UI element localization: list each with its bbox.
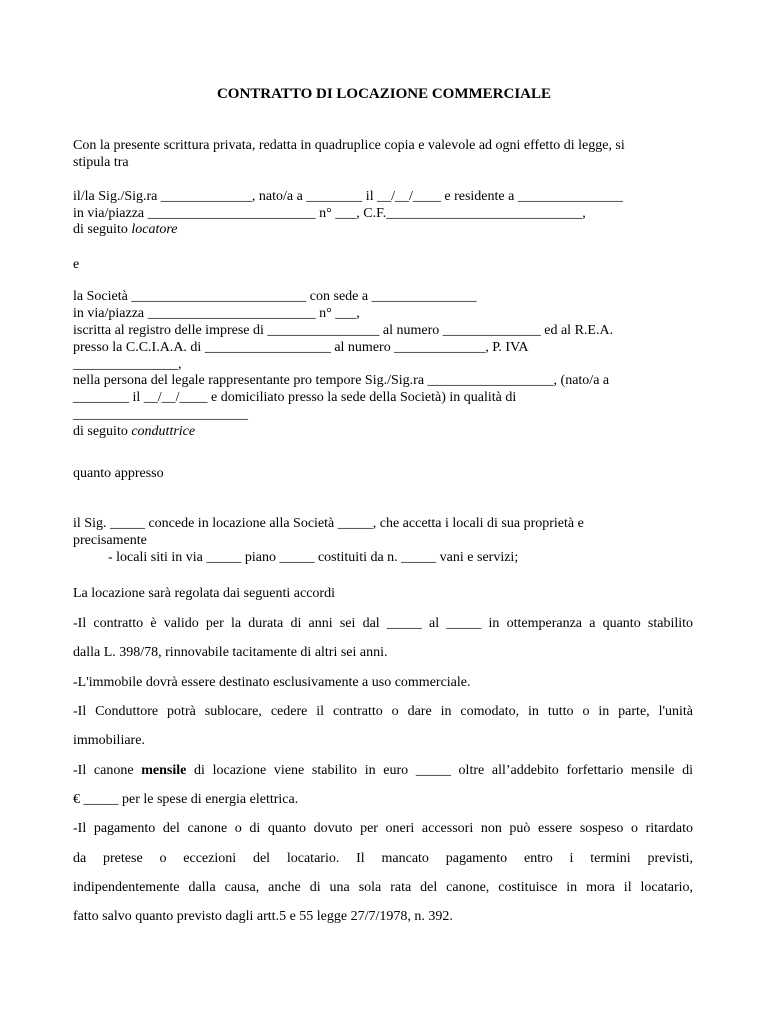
locatore-role: locatore [131, 222, 178, 237]
societa-line-6: nella persona del legale rappresentante pro tempore Sig./Sig.ra __________________, (nato/a a [73, 373, 610, 388]
clause-4-line-2: € _____ per le spese di energia elettrica. [73, 792, 299, 807]
clause-5-line-3: indipendentemente dalla causa, anche di una sola rata del canone, costituisce in mora il locatario, [73, 880, 693, 895]
clause-4-suffix: di locazione viene stabilito in euro _____ oltre all’addebito forfettario mensile di [186, 763, 693, 778]
societa-line-8: _________________________ [73, 407, 248, 422]
conduttrice-prefix: di seguito [73, 424, 132, 439]
clause-1-line-2: dalla L. 398/78, rinnovabile tacitamente di altri sei anni. [73, 645, 388, 660]
clause-4-prefix: -Il canone [73, 763, 142, 778]
clause-4-bold: mensile [141, 763, 187, 778]
e-conjunction: e [73, 257, 80, 272]
locatore-line-1: il/la Sig./Sig.ra _____________, nato/a a ________ il __/__/____ e residente a _______________ [73, 189, 623, 204]
concede-line-3: - locali siti in via _____ piano _____ costituiti da n. _____ vani e servizi; [108, 550, 519, 565]
clause-5-line-4: fatto salvo quanto previsto dagli artt.5 e 55 legge 27/7/1978, n. 392. [73, 909, 453, 924]
concede-line-2: precisamente [73, 533, 147, 548]
intro-line-2: stipula tra [73, 155, 129, 170]
clause-2: -L'immobile dovrà essere destinato esclusivamente a uso commerciale. [73, 675, 471, 690]
clause-3-line-1: -Il Conduttore potrà sublocare, cedere il contratto o dare in comodato, in tutto o in parte, l'unità [73, 704, 693, 719]
concede-line-1: il Sig. _____ concede in locazione alla Società _____, che accetta i locali di sua proprietà e [73, 516, 584, 531]
locatore-line-3 [73, 221, 177, 238]
intro-line-1: Con la presente scrittura privata, redatta in quadruplice copia e valevole ad ogni effetto di legge, si [73, 138, 625, 153]
conduttrice-role: conduttrice [131, 424, 196, 439]
societa-line-1: la Società _________________________ con sede a _______________ [73, 289, 477, 304]
societa-line-9 [73, 423, 195, 440]
societa-line-5: _______________, [73, 357, 182, 372]
societa-line-4: presso la C.C.I.A.A. di __________________ al numero _____________, P. IVA [73, 340, 529, 355]
clause-3-line-2: immobiliare. [73, 733, 145, 748]
societa-line-3: iscritta al registro delle imprese di ________________ al numero ______________ ed al R.E.A. [73, 323, 614, 338]
locatore-prefix: di seguito [73, 222, 132, 237]
clause-1-line-1: -Il contratto è valido per la durata di anni sei dal _____ al _____ in ottemperanza a quanto stabilito [73, 616, 693, 631]
clause-5-line-1: -Il pagamento del canone o di quanto dovuto per oneri accessori non può essere sospeso o ritardato [73, 821, 693, 836]
quanto-appresso: quanto appresso [73, 466, 164, 481]
accordi-intro: La locazione sarà regolata dai seguenti accordi [73, 586, 335, 601]
societa-line-2: in via/piazza ________________________ n° ___, [73, 306, 360, 321]
locatore-line-2: in via/piazza ________________________ n° ___, C.F.____________________________, [73, 206, 586, 221]
clause-5-line-2: da pretese o eccezioni del locatario. Il mancato pagamento entro i termini previsti, [73, 851, 693, 866]
clause-4-line-1 [73, 762, 693, 779]
document-title: CONTRATTO DI LOCAZIONE COMMERCIALE [216, 86, 552, 102]
societa-line-7: ________ il __/__/____ e domiciliato presso la sede della Società) in qualità di [73, 390, 517, 405]
